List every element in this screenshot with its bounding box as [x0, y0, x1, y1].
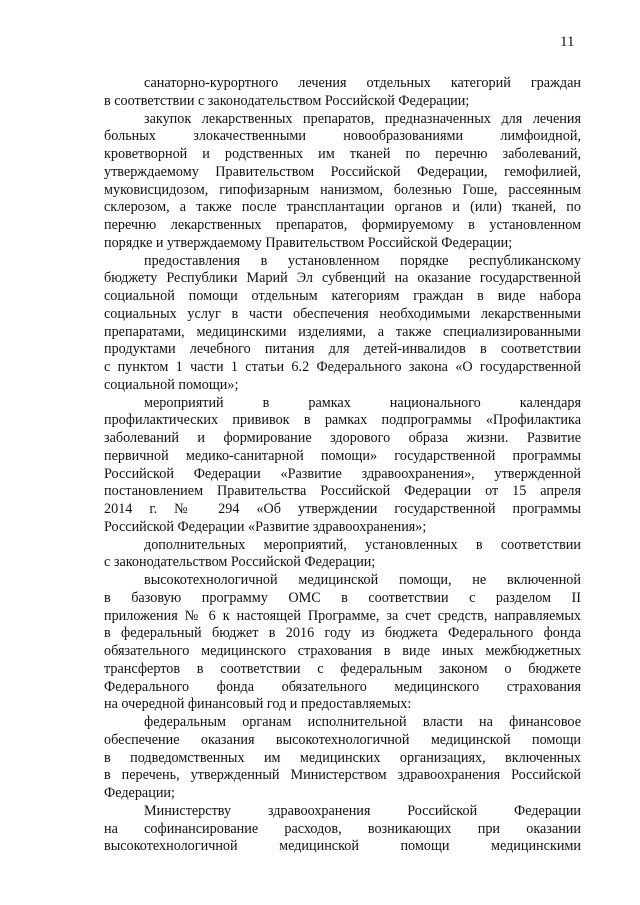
text-line: бюджету Республики Марий Эл субвенций на оказание государственной	[104, 270, 581, 287]
text-line: федеральным органам исполнительной власти на финансовое	[144, 714, 581, 730]
text-line: препаратами, медицинскими изделиями, а также специализированными	[104, 323, 581, 340]
text-line: приложения № 6 к настоящей Программе, за счет средств, направляемых	[104, 607, 581, 624]
text-line: обеспечение оказания высокотехнологичной медицинской помощи	[104, 731, 581, 748]
text-line: муковисцидозом, гипофизарным нанизмом, болезнью Гоше, рассеянным	[104, 181, 581, 198]
text-line: утверждаемому Правительством Российской Федерации, гемофилией,	[104, 163, 581, 180]
text-line: первичной медико-санитарной помощи» государственной программы	[104, 447, 581, 464]
text-line: профилактических прививок в рамках подпрограммы «Профилактика	[104, 412, 581, 429]
text-line: в соответствии с законодательством Российской Федерации;	[104, 92, 470, 109]
text-line: предоставления в установленном порядке республиканскому	[144, 252, 581, 269]
text-line: постановлением Правительства Российской Федерации от 15 апреля	[104, 483, 581, 500]
paragraph	[104, 572, 581, 714]
text-line: социальных услуг в части обеспечения необходимыми лекарственными	[104, 305, 581, 322]
paragraph	[104, 395, 581, 537]
paragraph	[104, 537, 581, 573]
text-line: в федеральный бюджет в 2016 году из бюджета Федерального фонда	[104, 625, 581, 642]
text-line: склерозом, а также после трансплантации органов и (или) тканей, по	[104, 199, 581, 216]
text-line: перечню лекарственных препаратов, формируемому в установленном	[104, 217, 581, 233]
text-line: трансфертов в соответствии с федеральным законом о бюджете	[104, 660, 581, 677]
text-line: кроветворной и родственных им тканей по перечню заболеваний,	[104, 146, 581, 162]
page-number: 11	[560, 34, 575, 50]
text-line: продуктами лечебного питания для детей-инвалидов в соответствии	[104, 341, 581, 358]
text-line: мероприятий в рамках национального календаря	[144, 394, 581, 411]
paragraph	[104, 253, 581, 395]
text-line: высокотехнологичной медицинской помощи медицинскими	[104, 838, 581, 855]
paragraph	[104, 714, 581, 803]
paragraph	[104, 803, 581, 856]
text-line: в перечень, утвержденный Министерством здравоохранения Российской	[104, 767, 581, 784]
text-line: Федерального фонда обязательного медицинского страхования	[104, 678, 581, 695]
text-line: Федерации;	[104, 785, 175, 801]
text-line: на софинансирование расходов, возникающих при оказании	[104, 820, 581, 837]
text-line: 2014 г. № 294 «Об утверждении государственной программы	[104, 501, 581, 517]
text-line: высокотехнологичной медицинской помощи, не включенной	[144, 572, 581, 588]
text-line: санаторно-курортного лечения отдельных категорий граждан	[144, 75, 581, 91]
paragraph	[104, 75, 581, 111]
text-line: социальной помощи»;	[104, 376, 239, 393]
text-line: закупок лекарственных препаратов, предназначенных для лечения	[144, 110, 581, 127]
text-line: дополнительных мероприятий, установленных в соответствии	[144, 536, 581, 553]
text-line: на очередной финансовый год и предоставляемых:	[104, 696, 412, 713]
text-line: в подведомственных им медицинских организациях, включенных	[104, 749, 581, 766]
text-line: Министерству здравоохранения Российской Федерации	[144, 802, 581, 819]
text-line: порядке и утверждаемому Правительством Российской Федерации;	[104, 234, 513, 251]
text-line: социальной помощи отдельным категориям граждан в виде набора	[104, 288, 581, 304]
text-line: обязательного медицинского страхования в виде иных межбюджетных	[104, 643, 581, 659]
text-line: с законодательством Российской Федерации;	[104, 554, 376, 571]
text-line: с пунктом 1 части 1 статьи 6.2 Федерального закона «О государственной	[104, 359, 581, 375]
text-line: больных злокачественными новообразованиями лимфоидной,	[104, 128, 581, 145]
text-line: Российской Федерации «Развитие здравоохранения», утвержденной	[104, 465, 581, 482]
paragraph	[104, 111, 581, 253]
text-line: заболеваний и формирование здорового образа жизни. Развитие	[104, 430, 581, 446]
text-line: в базовую программу ОМС в соответствии с разделом II	[104, 589, 581, 606]
text-line: Российской Федерации «Развитие здравоохранения»;	[104, 518, 427, 535]
document-body	[104, 75, 581, 856]
